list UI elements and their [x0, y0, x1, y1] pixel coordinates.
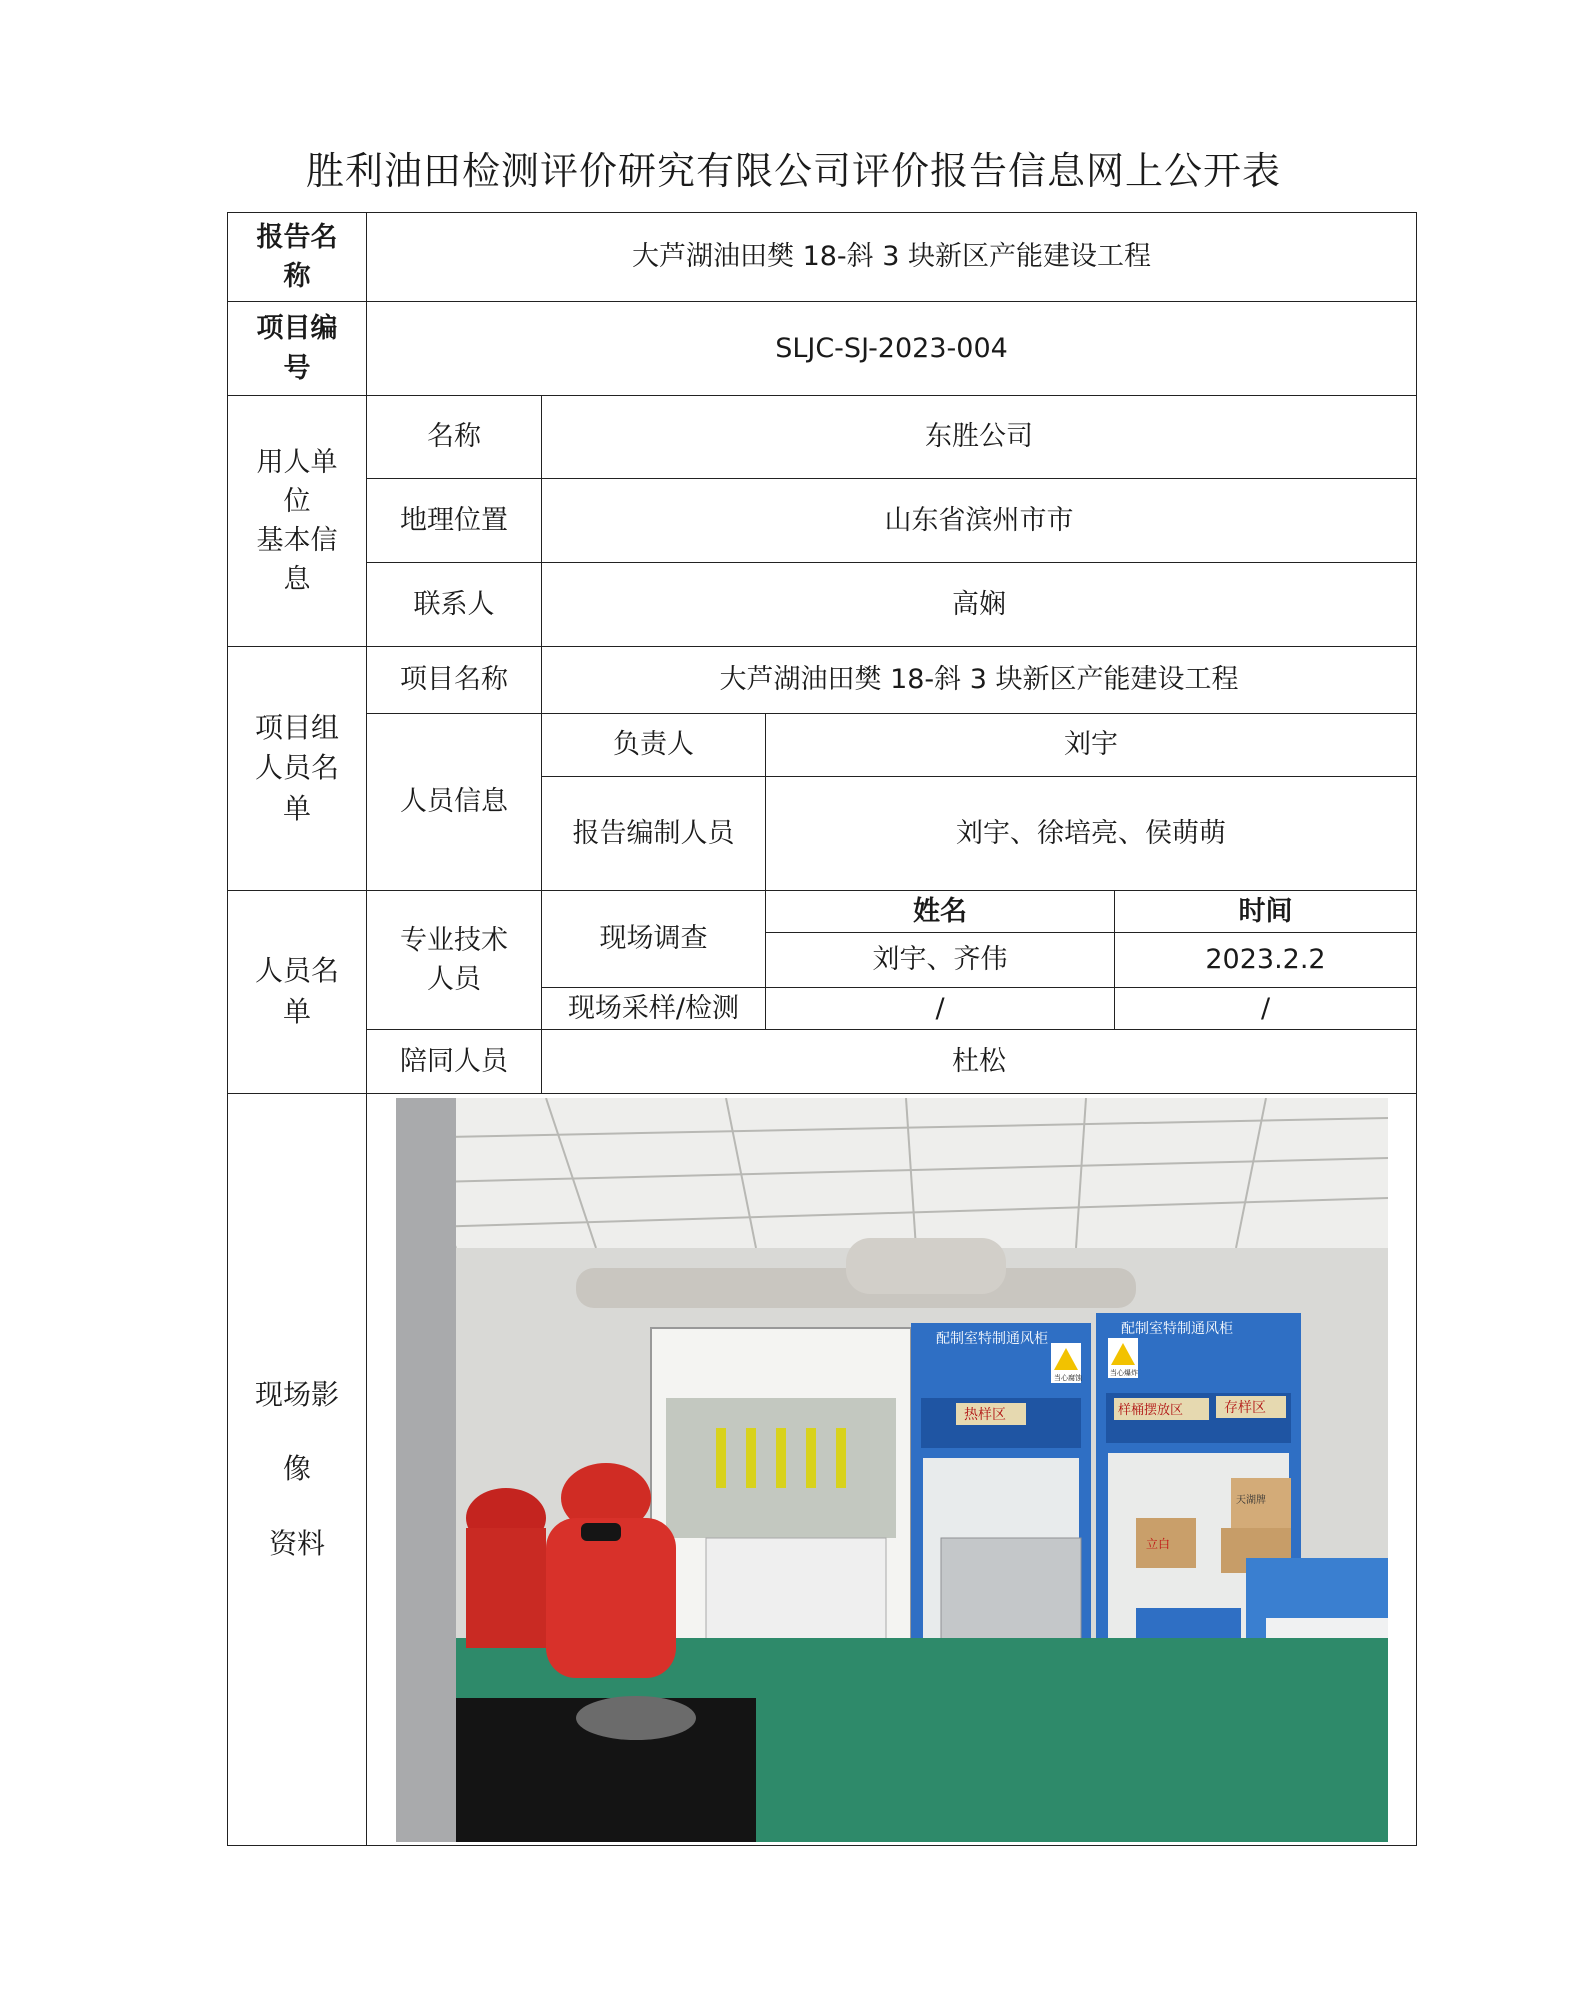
box-label-1: 立白	[1145, 1536, 1170, 1551]
project-code-label: 项目编 号	[228, 302, 367, 396]
employer-label: 用人单 位 基本信 息	[228, 396, 367, 647]
box-label-2: 天湖牌	[1235, 1494, 1266, 1506]
employer-contact-label: 联系人	[367, 563, 542, 647]
leader-value: 刘宇	[766, 714, 1417, 777]
survey-names: 刘宇、齐伟	[766, 933, 1115, 988]
leader-label: 负责人	[542, 714, 766, 777]
accompany-value: 杜松	[542, 1030, 1417, 1094]
survey-label: 现场调查	[542, 891, 766, 988]
sampling-label: 现场采样/检测	[542, 988, 766, 1030]
authors-value: 刘宇、徐培亮、侯萌萌	[766, 777, 1417, 891]
employer-location-label: 地理位置	[367, 479, 542, 563]
zone-sign-storage-left: 样桶摆放区	[1117, 1402, 1183, 1418]
employer-name-value: 东胜公司	[542, 396, 1417, 479]
site-photo-label: 现场影 像 资料	[228, 1094, 367, 1846]
warning-sign-1: 当心腐蚀	[1053, 1373, 1082, 1382]
authors-label: 报告编制人员	[542, 777, 766, 891]
sampling-time: /	[1115, 988, 1417, 1030]
report-name-label: 报告名 称	[228, 213, 367, 302]
employer-location-value: 山东省滨州市市	[542, 479, 1417, 563]
tech-staff-label: 专业技术 人员	[367, 891, 542, 1030]
column-header-time: 时间	[1115, 891, 1417, 933]
site-photo	[396, 1098, 1388, 1842]
employer-name-label: 名称	[367, 396, 542, 479]
hood-sign-right: 配制室特制通风柜	[1120, 1320, 1233, 1337]
employer-contact-value: 高娴	[542, 563, 1417, 647]
personnel-label: 人员名 单	[228, 891, 367, 1094]
document-title: 胜利油田检测评价研究有限公司评价报告信息网上公开表	[305, 149, 1281, 193]
warning-sign-2: 当心爆炸	[1109, 1368, 1138, 1377]
project-code-value: SLJC-SJ-2023-004	[367, 302, 1417, 396]
hood-sign-left: 配制室特制通风柜	[935, 1330, 1048, 1347]
project-name-label: 项目名称	[367, 647, 542, 714]
zone-sign-hot: 热样区	[963, 1406, 1006, 1423]
report-name-value: 大芦湖油田樊 18-斜 3 块新区产能建设工程	[367, 213, 1417, 302]
project-name-value: 大芦湖油田樊 18-斜 3 块新区产能建设工程	[542, 647, 1417, 714]
accompany-label: 陪同人员	[367, 1030, 542, 1094]
survey-time: 2023.2.2	[1115, 933, 1417, 988]
site-photo-cell	[367, 1094, 1417, 1846]
column-header-name: 姓名	[766, 891, 1115, 933]
zone-sign-storage-right: 存样区	[1223, 1399, 1266, 1416]
staff-info-label: 人员信息	[367, 714, 542, 891]
site-photo-illustration	[396, 1098, 1388, 1842]
project-team-label: 项目组 人员名 单	[228, 647, 367, 891]
info-table	[227, 212, 1417, 1846]
sampling-names: /	[766, 988, 1115, 1030]
